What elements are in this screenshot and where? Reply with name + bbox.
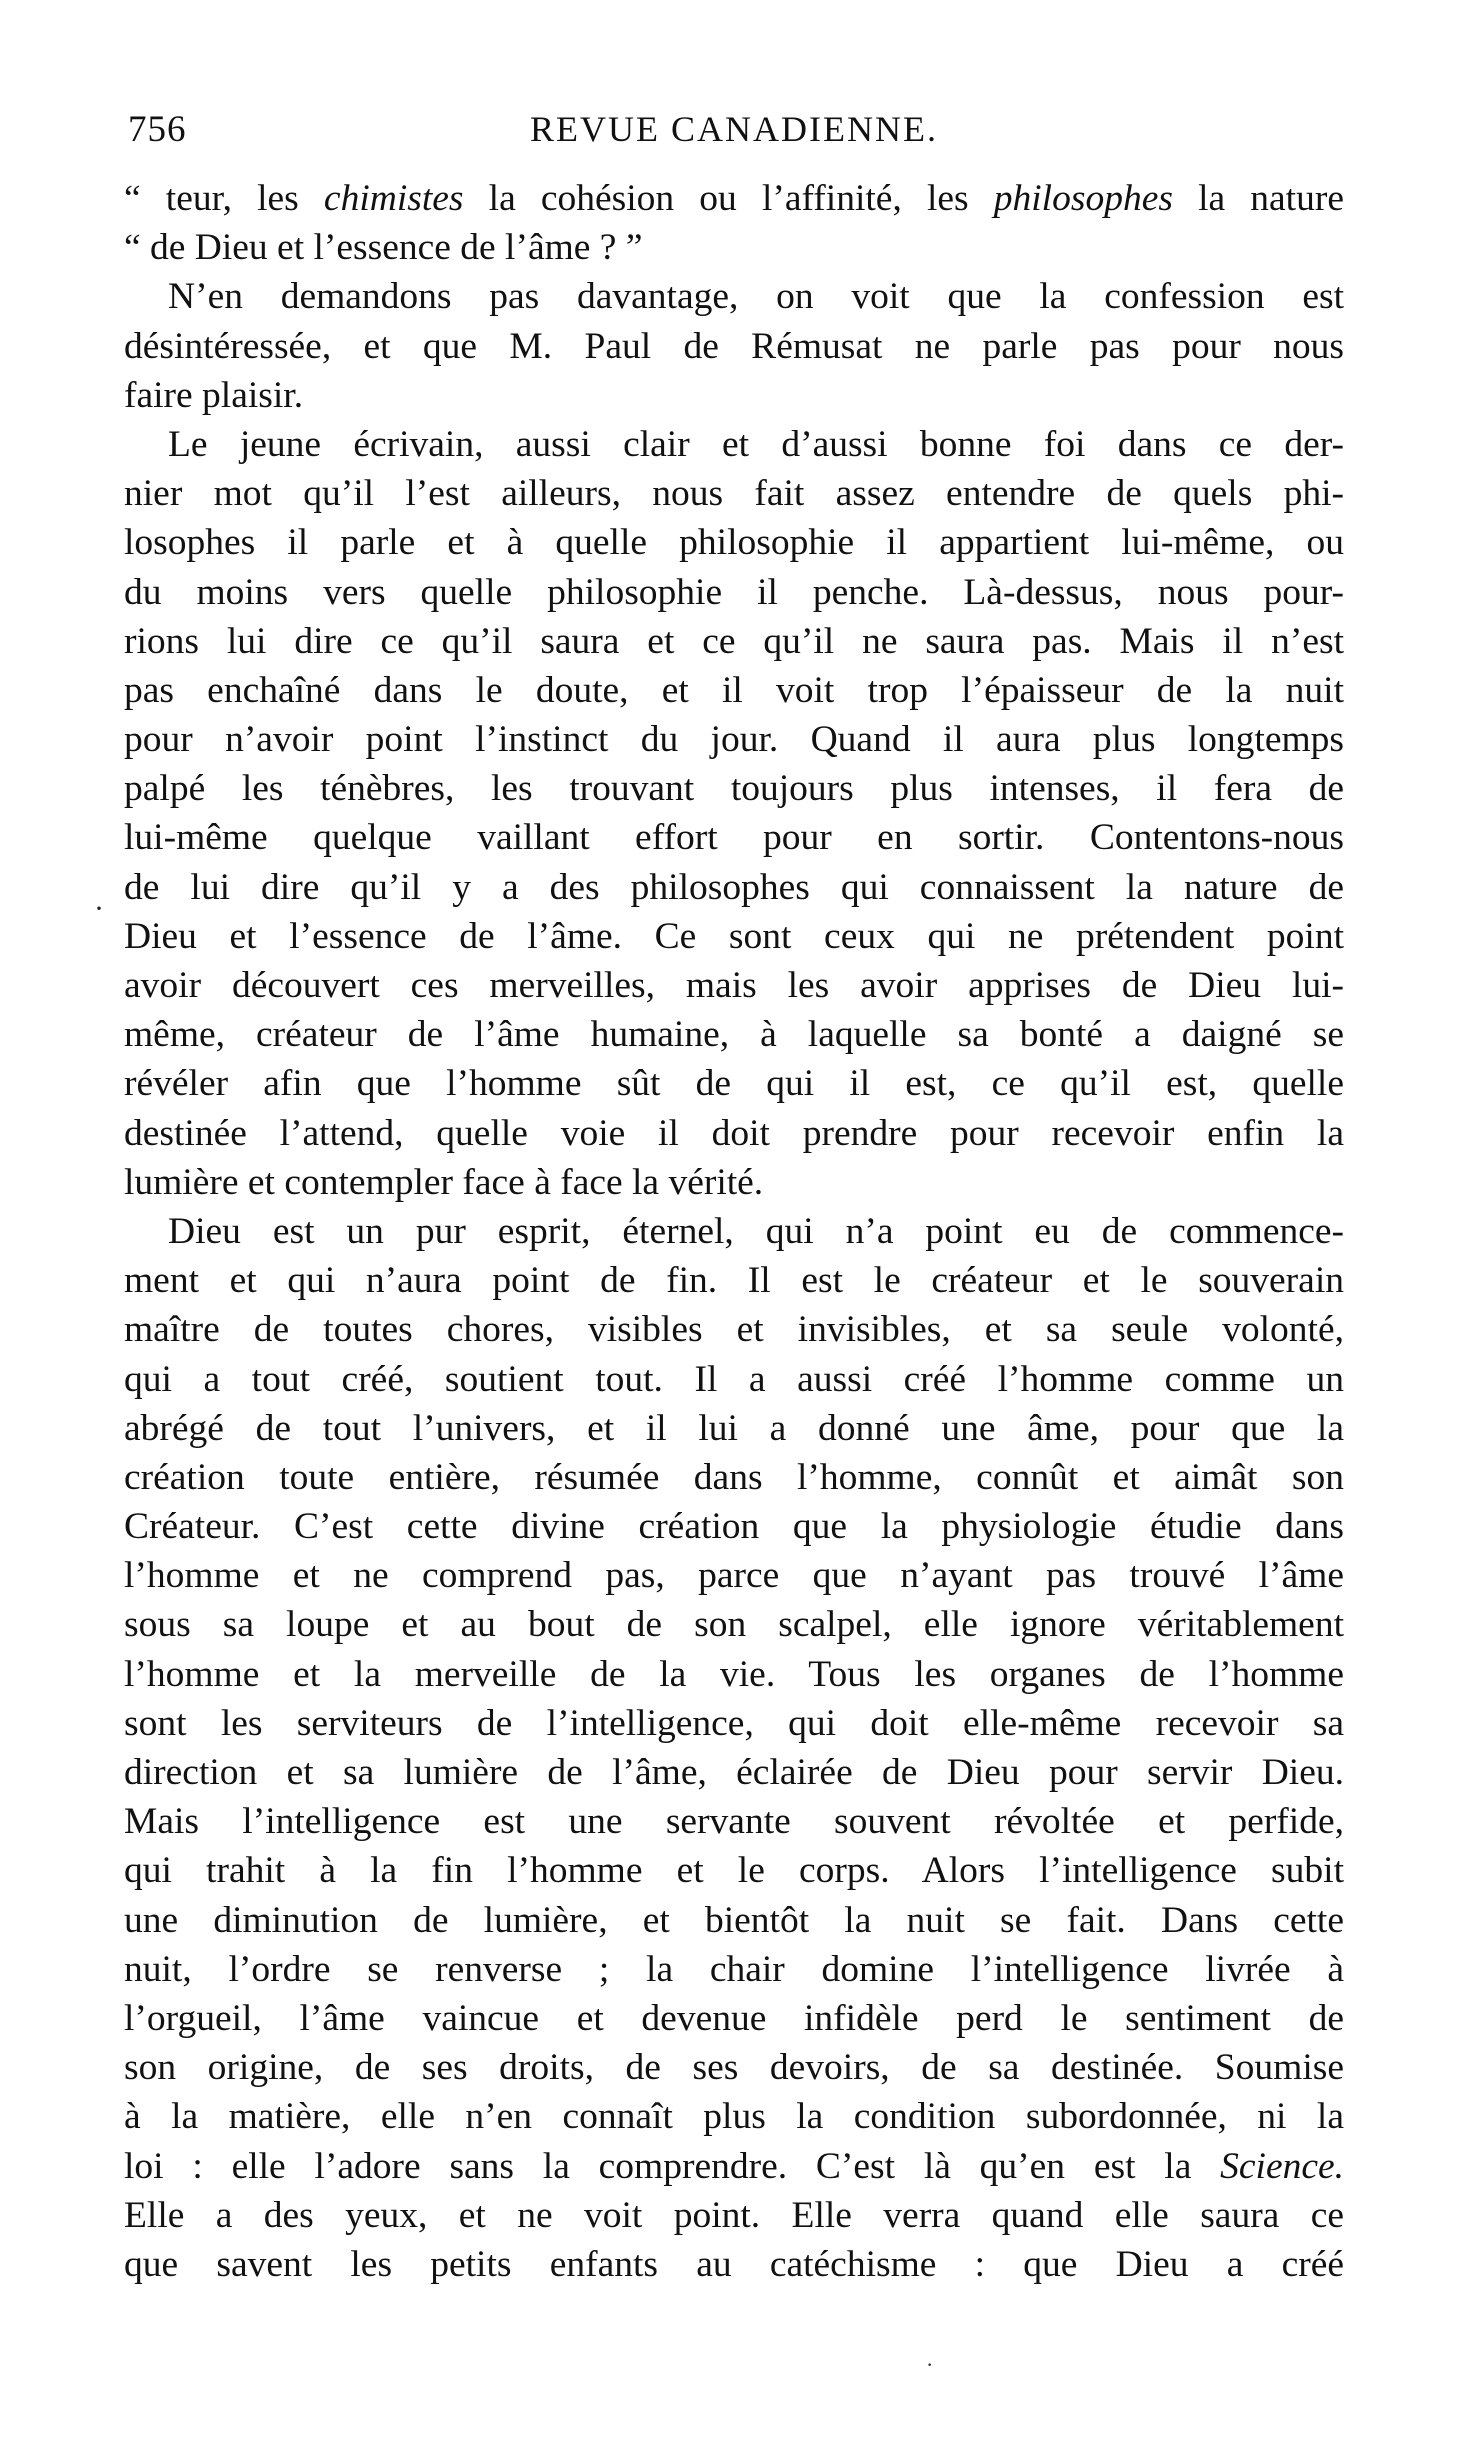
text-line: nuit, l’ordre se renverse ; la chair domine l’intelligence livrée à (124, 1948, 1344, 1990)
text-line: “ de Dieu et l’essence de l’âme ? ” (124, 227, 643, 269)
text-line: ment et qui n’aura point de fin. Il est le créateur et le souverain (124, 1260, 1344, 1302)
text-line: même, créateur de l’âme humaine, à laquelle sa bonté a daigné se (124, 1014, 1344, 1056)
text-line: son origine, de ses droits, de ses devoirs, de sa destinée. Soumise (124, 2047, 1344, 2089)
text-line: direction et sa lumière de l’âme, éclairée de Dieu pour servir Dieu. (124, 1752, 1344, 1793)
text-line: Mais l’intelligence est une servante souvent révoltée et perfide, (124, 1801, 1344, 1843)
text-line: l’homme et la merveille de la vie. Tous les organes de l’homme (124, 1653, 1344, 1695)
text-line: l’orgueil, l’âme vaincue et devenue infidèle perd le sentiment de (124, 1997, 1344, 2039)
text-line: nier mot qu’il l’est ailleurs, nous fait assez entendre de quels phi- (124, 473, 1344, 515)
text-line: sous sa loupe et au bout de son scalpel, elle ignore véritablement (124, 1604, 1344, 1646)
bottom-mark: · (926, 2352, 934, 2377)
text-line: rions lui dire ce qu’il saura et ce qu’il ne saura pas. Mais il n’est (124, 620, 1344, 662)
text-line: une diminution de lumière, et bientôt la nuit se fait. Dans cette (124, 1899, 1344, 1941)
text-line: désintéressée, et que M. Paul de Rémusat ne parle pas pour nous (124, 325, 1344, 367)
page-header (124, 108, 1344, 174)
text-line: de lui dire qu’il y a des philosophes qui connaissent la nature de (124, 866, 1344, 908)
text-line: palpé les ténèbres, les trouvant toujours plus intenses, il fera de (124, 768, 1344, 810)
text-line: Elle a des yeux, et ne voit point. Elle verra quand elle saura ce (124, 2194, 1344, 2236)
text-line: maître de toutes chores, visibles et invisibles, et sa seule volonté, (124, 1309, 1344, 1351)
text-line: faire plaisir. (124, 374, 304, 416)
text-line: Dieu et l’essence de l’âme. Ce sont ceux qui ne prétendent point (124, 915, 1344, 957)
text-line: Dieu est un pur esprit, éternel, qui n’a point eu de commence- (168, 1210, 1344, 1252)
page (124, 108, 1344, 2289)
text-line: l’homme et ne comprend pas, parce que n’ayant pas trouvé l’âme (124, 1555, 1344, 1597)
text-line: lumière et contempler face à face la vérité. (124, 1161, 764, 1203)
text-line: “ teur, les chimistes la cohésion ou l’affinité, les philosophes la nature (124, 178, 1344, 219)
text-line: création toute entière, résumée dans l’homme, connût et aimât son (124, 1456, 1344, 1498)
text-line: avoir découvert ces merveilles, mais les avoir apprises de Dieu lui- (124, 965, 1344, 1006)
text-line: abrégé de tout l’univers, et il lui a donné une âme, pour que la (124, 1407, 1344, 1449)
text-line: du moins vers quelle philosophie il penche. Là-dessus, nous pour- (124, 571, 1344, 613)
text-line: Créateur. C’est cette divine création que la physiologie étudie dans (124, 1506, 1344, 1548)
running-head: REVUE CANADIENNE. (530, 109, 938, 149)
margin-mark: · (94, 892, 104, 925)
text-line: N’en demandons pas davantage, on voit que la confession est (168, 276, 1344, 318)
text-line: que savent les petits enfants au catéchisme : que Dieu a créé (124, 2243, 1344, 2285)
text-line: qui trahit à la fin l’homme et le corps. Alors l’intelligence subit (124, 1850, 1344, 1892)
text-line: destinée l’attend, quelle voie il doit prendre pour recevoir enfin la (124, 1112, 1344, 1154)
text-line: sont les serviteurs de l’intelligence, qui doit elle-même recevoir sa (124, 1702, 1344, 1744)
page-number: 756 (128, 109, 187, 150)
text-line: révéler afin que l’homme sût de qui il est, ce qu’il est, quelle (124, 1063, 1344, 1105)
text-line: losophes il parle et à quelle philosophie il appartient lui-même, ou (124, 522, 1344, 564)
text-line: lui-même quelque vaillant effort pour en sortir. Contentons-nous (124, 817, 1344, 859)
body-text (124, 174, 1344, 2289)
text-line: pas enchaîné dans le doute, et il voit trop l’épaisseur de la nuit (124, 669, 1344, 711)
text-line: Le jeune écrivain, aussi clair et d’aussi bonne foi dans ce der- (168, 423, 1344, 465)
text-line: à la matière, elle n’en connaît plus la condition subordonnée, ni la (124, 2096, 1344, 2138)
text-line: qui a tout créé, soutient tout. Il a aussi créé l’homme comme un (124, 1358, 1344, 1400)
text-line: pour n’avoir point l’instinct du jour. Quand il aura plus longtemps (124, 719, 1344, 761)
text-line: loi : elle l’adore sans la comprendre. C’est là qu’en est la Science. (124, 2145, 1344, 2187)
